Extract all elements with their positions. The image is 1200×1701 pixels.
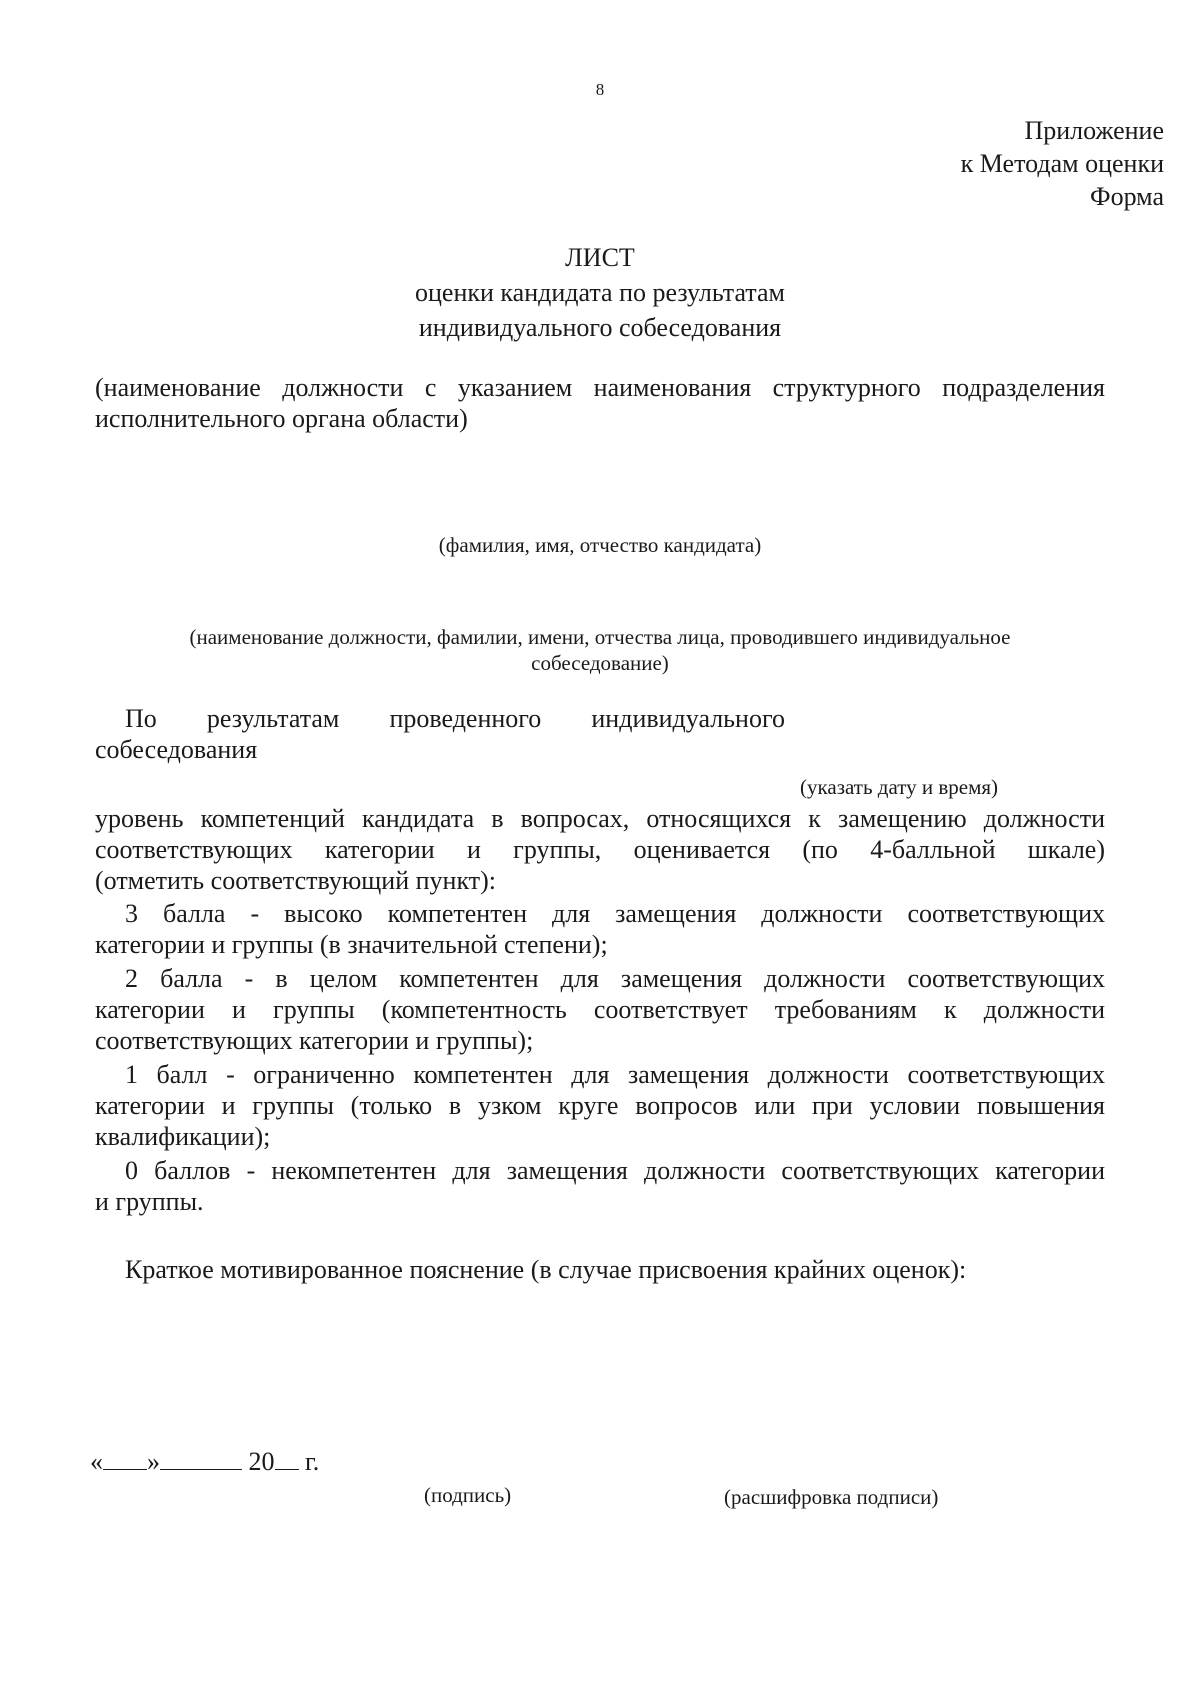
appendix-header: [961, 114, 1164, 213]
day-blank[interactable]: [103, 1449, 147, 1470]
month-blank[interactable]: [160, 1449, 242, 1470]
scale-item-3-continued: категории и группы (в значительной степени);: [95, 930, 608, 959]
title-subtitle-line: индивидуального собеседования: [418, 313, 782, 342]
position-caption: (наименование должности с указанием наименования структурного подразделения: [95, 373, 1105, 402]
interviewer-caption: (наименование должности, фамилии, имени, отчества лица, проводившего индивидуальное собеседование): [189, 625, 1011, 675]
scale-item-1-continued: квалификации);: [95, 1122, 271, 1151]
signature-caption: (подпись): [424, 1483, 512, 1507]
scale-item-1: 1 балл - ограниченно компетентен для замещения должности соответствующих: [125, 1060, 1105, 1089]
appendix-line: Приложение: [1024, 116, 1164, 145]
scale-item-2-continued: соответствующих категории и группы);: [95, 1026, 534, 1055]
scale-item-1-continued: категории и группы (только в узком круге вопросов или при условии повышения: [95, 1091, 1105, 1120]
date-time-caption: (указать дату и время): [800, 775, 999, 799]
scale-item-3: 3 балла - высоко компетентен для замещения должности соответствующих: [125, 899, 1105, 928]
title-subtitle-line: оценки кандидата по результатам: [415, 278, 785, 307]
competence-text-line: (отметить соответствующий пункт):: [95, 866, 496, 895]
document-title: [0, 240, 1200, 345]
appendix-reference: к Методам оценки: [960, 149, 1164, 178]
scale-item-2-continued: категории и группы (компетентность соответствует требованиям к должности: [95, 995, 1105, 1024]
page-number: 8: [595, 80, 605, 99]
interview-results-line: По результатам проведенного индивидуального: [125, 704, 785, 733]
competence-text-line: уровень компетенций кандидата в вопросах, относящихся к замещению должности: [95, 804, 1105, 833]
competence-text-line: соответствующих категории и группы, оценивается (по 4-балльной шкале): [95, 835, 1105, 864]
interview-results-continued: собеседования: [95, 735, 258, 764]
scale-item-0-continued: и группы.: [95, 1187, 204, 1216]
year-blank[interactable]: [275, 1449, 299, 1470]
signature-date-line: « » 20 г.: [90, 1447, 320, 1476]
form-label: Форма: [1090, 182, 1164, 211]
title-main: ЛИСТ: [565, 243, 635, 272]
scale-item-2: 2 балла - в целом компетентен для замещения должности соответствующих: [125, 964, 1105, 993]
signature-decoding-caption: (расшифровка подписи): [724, 1485, 939, 1509]
position-caption-continued: исполнительного органа области): [95, 404, 468, 433]
candidate-caption: (фамилия, имя, отчество кандидата): [438, 533, 762, 557]
scale-item-0: 0 баллов - некомпетентен для замещения должности соответствующих категории: [125, 1156, 1105, 1185]
explanation-label: Краткое мотивированное пояснение (в случае присвоения крайних оценок):: [125, 1255, 967, 1284]
